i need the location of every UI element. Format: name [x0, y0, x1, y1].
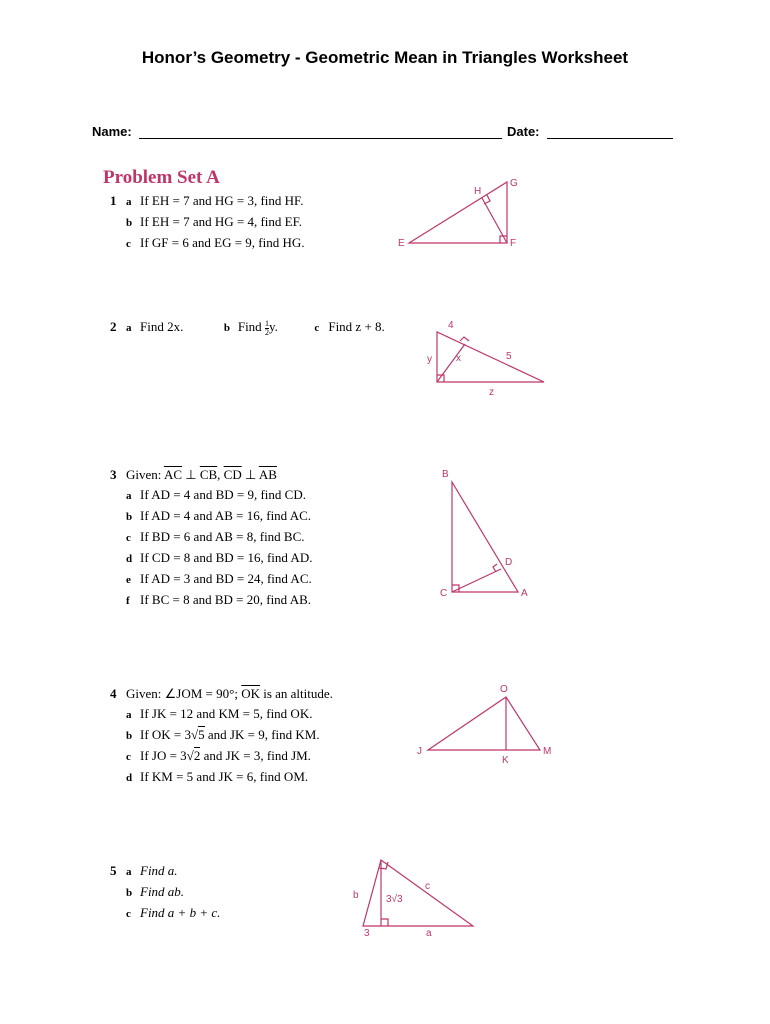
item-letter: a — [126, 196, 132, 208]
triangle-figure-2 — [420, 315, 560, 405]
item-text: and JK = 9, find KM. — [207, 727, 320, 742]
label-o: O — [500, 684, 508, 695]
item-letter: b — [126, 217, 133, 229]
radicand: 2 — [193, 748, 201, 763]
problem-4-given — [110, 684, 333, 704]
page-title: Honor’s Geometry - Geometric Mean in Triangles Worksheet — [141, 48, 629, 67]
name-field[interactable] — [139, 126, 502, 139]
item-text: If EH = 7 and HG = 3, find HF. — [140, 193, 304, 208]
right-angle-foot — [460, 337, 469, 341]
item-text: Find ab. — [140, 884, 185, 899]
segment-ok: $\overline{OK}$ — [241, 686, 260, 701]
problem-4-c — [110, 746, 333, 767]
item-text: If JK = 12 and KM = 5, find OK. — [140, 706, 313, 721]
problem-3-a — [110, 485, 312, 506]
name-line — [92, 124, 502, 139]
fraction-numerator: 1 — [264, 318, 269, 328]
perp-symbol: ⊥ — [185, 467, 197, 482]
problem-1-c — [110, 233, 305, 254]
triangle-abc — [452, 482, 518, 592]
triangle-5 — [363, 860, 473, 926]
item-letter: c — [126, 908, 131, 920]
problem-5 — [110, 861, 220, 924]
item-letter: d — [126, 772, 133, 784]
problem-1-b — [110, 212, 305, 233]
problem-4-d — [110, 767, 333, 788]
problem-number: 5 — [110, 863, 117, 878]
label-c: c — [425, 881, 430, 892]
triangle-figure-3 — [435, 465, 545, 605]
problem-number: 2 — [110, 319, 117, 334]
item-text: If AD = 4 and BD = 9, find CD. — [140, 487, 306, 502]
item-text: If GF = 6 and EG = 9, find HG. — [140, 235, 305, 250]
comma: , — [217, 467, 221, 482]
problem-2-a: Find 2x. — [140, 319, 184, 334]
label-m: M — [543, 746, 552, 757]
label-z: z — [489, 387, 494, 398]
item-letter: a — [126, 709, 132, 721]
perp-symbol: ⊥ — [244, 467, 257, 482]
item-text: If EH = 7 and HG = 4, find EF. — [140, 214, 303, 229]
problem-3 — [110, 465, 312, 611]
problem-5-c — [110, 903, 220, 924]
given-label: Given: ∠JOM = 90°; — [126, 686, 238, 701]
fraction-denominator: 2 — [264, 327, 269, 337]
label-f: F — [510, 238, 517, 249]
given-label: Given: — [126, 467, 162, 482]
triangle-2 — [437, 332, 544, 382]
given-tail: is an altitude. — [263, 686, 333, 701]
problem-3-c — [110, 527, 312, 548]
item-text: If BD = 6 and AB = 8, find BC. — [140, 529, 305, 544]
item-text: and JK = 3, find JM. — [203, 748, 311, 763]
problem-set-heading: Problem Set A — [103, 167, 220, 188]
label-a: a — [426, 928, 432, 939]
item-text: If KM = 5 and JK = 6, find OM. — [140, 769, 309, 784]
item-letter: d — [126, 553, 133, 565]
label-y: y — [427, 354, 432, 365]
date-label: Date: — [507, 124, 540, 139]
item-letter: e — [126, 574, 131, 586]
problem-5-b — [110, 882, 220, 903]
problem-3-given — [110, 465, 312, 485]
problem-3-e — [110, 569, 312, 590]
label-c: C — [440, 588, 448, 599]
problem-1-a — [110, 191, 305, 212]
label-b: B — [442, 469, 449, 480]
problem-1 — [110, 191, 305, 254]
item-text: If CD = 8 and BD = 16, find AD. — [140, 550, 313, 565]
problem-number: 3 — [110, 467, 117, 482]
label-h: H — [474, 186, 482, 197]
item-letter: a — [126, 866, 132, 878]
item-letter: c — [126, 751, 131, 763]
item-text: If OK = 3√ — [140, 727, 199, 742]
label-3: 3 — [364, 928, 370, 939]
problem-number: 4 — [110, 686, 117, 701]
label-a: A — [521, 588, 528, 599]
label-altitude: 3√3 — [386, 894, 403, 905]
name-label: Name: — [92, 124, 132, 139]
date-field[interactable] — [547, 126, 673, 139]
problem-3-d — [110, 548, 312, 569]
item-text: If JO = 3√ — [140, 748, 194, 763]
problem-3-b — [110, 506, 312, 527]
item-letter: b — [126, 887, 133, 899]
problem-4-a — [110, 704, 333, 725]
triangle-jom — [428, 697, 540, 750]
radicand: 5 — [198, 727, 205, 742]
label-j: J — [417, 746, 422, 757]
problem-5-a — [110, 861, 220, 882]
item-text: If BC = 8 and BD = 20, find AB. — [140, 592, 312, 607]
label-4: 4 — [448, 320, 454, 331]
label-5: 5 — [506, 351, 512, 362]
label-e: E — [398, 238, 405, 249]
date-line — [507, 124, 673, 139]
item-letter: b — [126, 730, 133, 742]
segment-ab: $\overline{AB}$ — [258, 467, 277, 482]
problem-2 — [110, 317, 385, 338]
item-text: Find a. — [140, 863, 178, 878]
label-d: D — [505, 557, 513, 568]
segment-ac: $\overline{AC}$ — [163, 467, 182, 482]
item-letter: a — [126, 490, 132, 502]
item-letter: a — [126, 322, 132, 334]
segment-cd: $\overline{CD}$ — [223, 467, 242, 482]
problem-2-c: Find z + 8. — [328, 319, 385, 334]
item-letter: c — [314, 322, 320, 334]
label-b: b — [353, 890, 359, 901]
item-letter: f — [126, 595, 130, 607]
label-k: K — [502, 755, 509, 766]
problem-2-b-var: y. — [268, 319, 278, 334]
item-letter: b — [126, 511, 133, 523]
item-letter: b — [223, 322, 230, 334]
item-text: Find a + b + c. — [140, 905, 221, 920]
label-x: x — [456, 353, 461, 364]
triangle-figure-1 — [395, 172, 535, 262]
item-letter: c — [126, 532, 131, 544]
item-text: If AD = 4 and AB = 16, find AC. — [140, 508, 312, 523]
problem-4-b — [110, 725, 333, 746]
problem-4 — [110, 684, 333, 788]
label-g: G — [510, 178, 518, 189]
item-letter: c — [126, 238, 131, 250]
problem-3-f — [110, 590, 312, 611]
triangle-efg — [409, 182, 507, 243]
item-text: If AD = 3 and BD = 24, find AC. — [140, 571, 312, 586]
problem-number: 1 — [110, 193, 117, 208]
problem-2-b-text: Find — [237, 319, 262, 334]
triangle-figure-4 — [412, 680, 562, 770]
right-angle-foot — [381, 919, 388, 926]
triangle-figure-5 — [335, 850, 485, 940]
segment-cb: $\overline{CB}$ — [199, 467, 218, 482]
